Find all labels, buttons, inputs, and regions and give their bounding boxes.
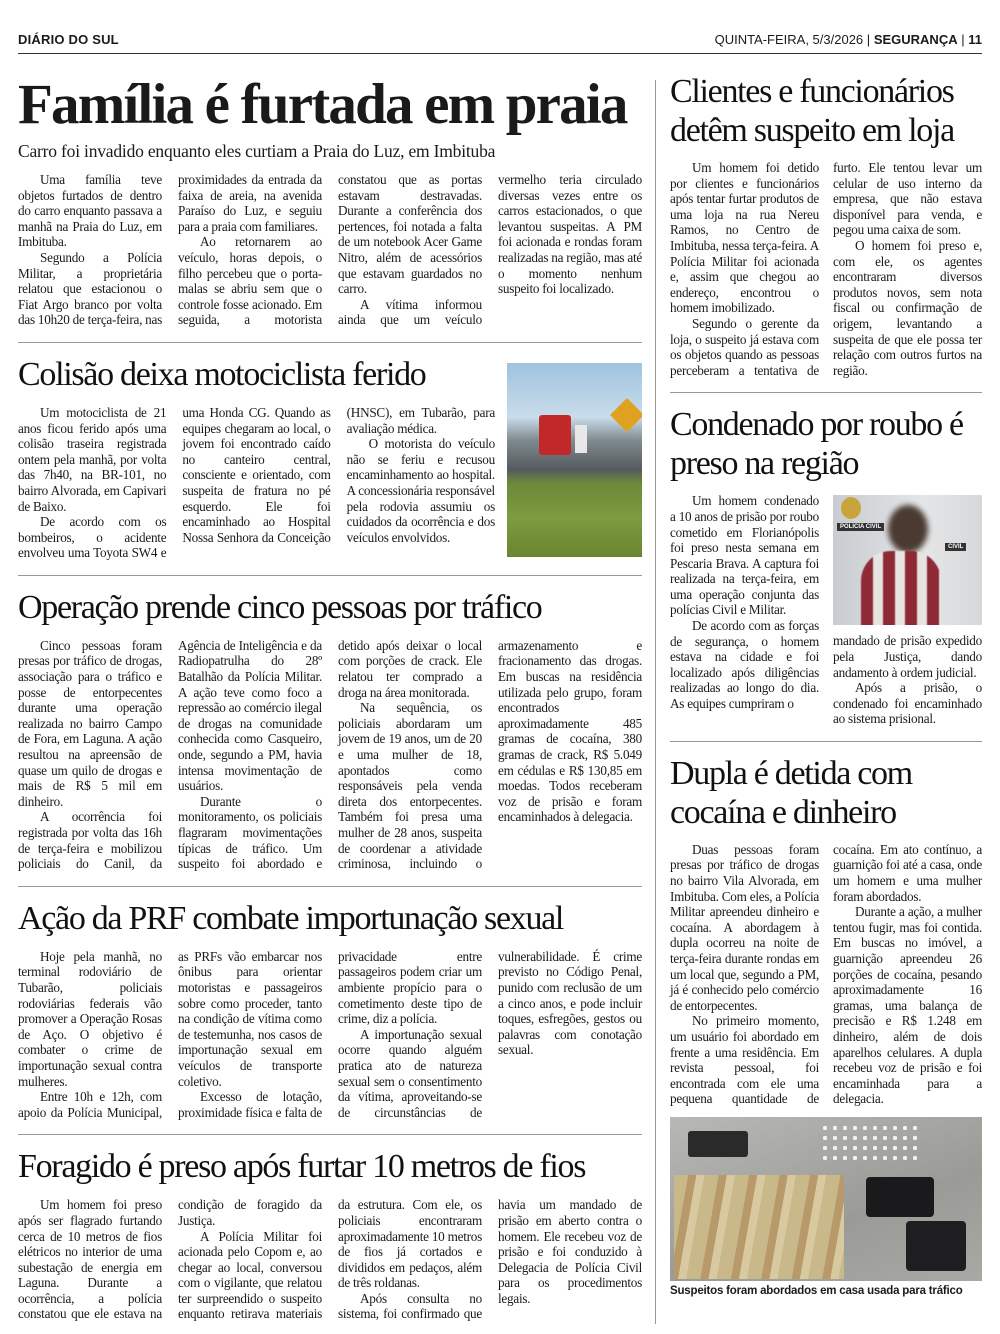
- headline-operacao: Operação prende cinco pessoas por tráfico: [18, 588, 542, 626]
- banknotes: [674, 1175, 844, 1279]
- photo-sign: CIVIL: [945, 543, 966, 551]
- paragraph: De acordo com os bombeiros, o acidente envolveu uma Toyota SW4 e uma Honda CG. Quando as equipes chegaram ao local, o jovem foi encontrado caído no canteiro central, consciente e orientado, com suspeita de fratura no pé esquerdo. Ele foi encaminhado ao Hospital Nossa Senhora da Conceição (HNSC), em Tubarão, para avaliação médica.: [18, 404, 495, 561]
- paragraph: Um homem foi detido por clientes e funcionários após tentar furtar produtos de uma loja na rua Nereu Ramos, no Centro de Imbituba, nessa terça-feira. A Polícia Militar foi acionada e, assim que chegou ao endereço, encontrou o homem imobilizado.: [670, 160, 819, 316]
- striped-shirt: [861, 551, 941, 625]
- paragraph: O homem foi preso e, com ele, os agentes encontraram diversos produtos novos, sem nota fiscal ou confirmação de origem, levantando a suspeita de que ele possa ter relação com outros furtos na região.: [833, 237, 982, 378]
- paragraph: No primeiro momento, um usuário foi abordado em frente a uma residência. Em revista pessoal, foi encontrada com ele uma pequena quantidade de cocaína. Em ato contínuo, a guarnição foi até a casa, onde um homem e uma mulher foram abordados.: [670, 841, 982, 1107]
- photo-sign: POLICIA CIVIL: [837, 523, 884, 531]
- ambulance-shape: [539, 415, 571, 455]
- paragraph: Um motociclista de 21 anos ficou ferido após uma colisão traseira registrada ontem pela manhã, por volta das 7h40, na BR-101, no bairro Alvorada, em Capivari de Baixo.: [18, 404, 167, 514]
- paragraph: Um homem foi preso após ser flagrado furtando cerca de 10 metros de fios elétricos no interior de uma subestação de energia em Laguna. Durante a ocorrência, a polícia constatou que ele estava na condição de foragido da Justiça.: [18, 1197, 322, 1322]
- divider: [670, 741, 982, 742]
- paragraph: Durante a ação, a mulher tentou fugir, mas foi contida. Em buscas no imóvel, a guarnição apreendeu 26 porções de cocaína, pesando aproximadamente 16 gramas, uma balança de precisão e R$ 1.248 em dinheiro, além de dois aparelhos celulares. A dupla recebeu voz de prisão e foi encaminhada para a delegacia.: [833, 904, 982, 1107]
- paragraph: Durante o monitoramento, os policiais flagraram movimentações típicas de tráfico. Um suspeito foi abordado e detido após deixar o local com porções de crack. Ele relatou ter comprado a droga na área monitorada.: [178, 637, 482, 872]
- photo-caption: Suspeitos foram abordados em casa usada para tráfico: [670, 1284, 963, 1297]
- headline-prf: Ação da PRF combate importunação sexual: [18, 899, 564, 937]
- header-info: [715, 32, 982, 47]
- article-foragido: [18, 1147, 642, 1322]
- divider: [18, 342, 642, 343]
- article-condenado: [670, 405, 982, 727]
- article-body: [18, 638, 642, 872]
- newspaper-name: DIÁRIO DO SUL: [18, 32, 119, 47]
- page-header: [18, 30, 982, 52]
- paragraph: Uma família teve objetos furtados de dentro do carro enquanto passava a manhã na Praia do Luz, em Imbituba.: [18, 172, 162, 250]
- paragraph: Após consulta no sistema, foi confirmado que havia um mandado de prisão em aberto contra o homem. Ele recebeu voz de prisão e foi conduzido à Delegacia de Polícia Civil para os procedimentos legais.: [338, 1197, 642, 1322]
- main-headline: Família é furtada em praia: [18, 73, 627, 136]
- vehicle-shape: [575, 425, 587, 453]
- article-body: [18, 1197, 642, 1322]
- paragraph: Um homem condenado a 10 anos de prisão por roubo cometido em Florianópolis foi preso nesta semana em Pescaria Brava. A captura foi realizada na terça-feira, em uma operação conjunta das polícias Civil e Militar.: [670, 493, 819, 618]
- paragraph: Cinco pessoas foram presas por tráfico de drogas, associação para o tráfico e posse de entorpecentes durante uma operação realizada no bairro Campo de Fora, em Laguna. A ação resultou na apreensão de quase um quilo de drogas e mais de R$ 5 mil em dinheiro.: [18, 637, 162, 809]
- suspect-photo: [833, 495, 982, 625]
- paragraph: A ocorrência foi registrada por volta das 16h de terça-feira e mobilizou policiais do Canil, da Agência de Inteligência e da Radiopatrulha do 28º Batalhão da Polícia Militar. A ação teve como foco a repressão ao comércio ilegal de drogas na comunidade conhecida como Casqueiro, onde, segundo a PM, havia intensa movimentação de usuários.: [18, 637, 322, 872]
- paragraph: A importunação sexual ocorre quando alguém pratica ato de natureza sexual sem o consentimento da vítima, aproveitando-se de circunstâncias de vulnerabilidade. É crime previsto no Código Penal, punido com reclusão de um a cinco anos, e pode incluir toques, esfregões, gestos ou palavras com conotação sexual.: [338, 948, 642, 1120]
- headline-clientes: Clientes e funcionários detêm suspeito em loja: [670, 73, 954, 149]
- article-familia: [18, 74, 642, 328]
- paragraph: O motorista do veículo não se feriu e recusou encaminhamento ao hospital. A concessionária responsável pela rodovia assumiu os cuidados da ocorrência e dos veículos envolvidos.: [346, 436, 495, 545]
- separator: |: [961, 32, 965, 47]
- scale-shape: [688, 1131, 748, 1157]
- article-clientes: [670, 72, 982, 378]
- road-sign-shape: [610, 398, 642, 432]
- paragraph: Excesso de lotação, proximidade física e falta de privacidade entre passageiros podem criar um ambiente propício para o cometimento deste tipo de crime, diz a polícia.: [178, 948, 482, 1120]
- header-date: QUINTA-FEIRA, 5/3/2026: [714, 32, 864, 47]
- phone-shape: [906, 1221, 966, 1271]
- right-column: [670, 62, 982, 1297]
- main-subtitle: Carro foi invadido enquanto eles curtiam a Praia do Luz, em Imbituba: [18, 141, 496, 161]
- article-body-col1: [670, 493, 819, 711]
- paragraph: Hoje pela manhã, no terminal rodoviário de Tubarão, policiais rodoviárias federais vão promover a Operação Rosas de Aço. O objetivo é combater o crime de importunação sexual contra mulheres.: [18, 948, 162, 1089]
- headline-condenado: Condenado por roubo é preso na região: [670, 406, 963, 483]
- seized-items-photo: [670, 1117, 982, 1281]
- paragraph: Após a prisão, o condenado foi encaminhado ao sistema prisional.: [833, 680, 982, 727]
- divider: [18, 575, 642, 576]
- column-divider: [655, 80, 656, 1324]
- paragraph: A vítima informou ainda que um veículo vermelho teria circulado diversas vezes entre os carros estacionados, o que levantou suspeitas. A PM foi acionada e rondas foram realizadas na região, mas até o momento nenhum suspeito foi localizado.: [338, 172, 642, 328]
- cocaine-portions: [820, 1123, 920, 1163]
- divider: [18, 886, 642, 887]
- article-body: [670, 842, 982, 1107]
- paragraph: mandado de prisão expedido pela Justiça, dando andamento à ordem judicial.: [833, 633, 982, 680]
- header-rule: [18, 53, 982, 54]
- paragraph: A Polícia Militar foi acionada pelo Copom e, ao chegar ao local, conversou com o vigilante, que relatou ter surpreendido o suspeito enquanto retirava materiais da estrutura. Com ele, os policiais encontraram aproximadamente 10 metros de fios já cortados e divididos em pedaços, além de três roldanas.: [178, 1197, 482, 1322]
- header-section: SEGURANÇA: [873, 32, 958, 47]
- paragraph: Duas pessoas foram presas por tráfico de drogas no bairro Vila Alvorada, em Imbituba. Com eles, a Polícia Militar apreendeu dinheiro e cocaína. A abordagem à dupla ocorreu na noite de terça-feira durante rondas em um local que, segundo a PM, já é conhecido pelo comércio de entorpecentes.: [670, 841, 819, 1013]
- article-prf: [18, 899, 642, 1121]
- headline-colisao: Colisão deixa motociclista ferido: [18, 355, 426, 393]
- blurred-head: [888, 505, 928, 553]
- headline-foragido: Foragido é preso após furtar 10 metros de fios: [18, 1148, 586, 1186]
- page-number: 11: [968, 32, 982, 47]
- article-body: [18, 949, 642, 1121]
- paragraph: Segundo a Polícia Militar, a proprietária relatou que estacionou o Fiat Argo branco por volta das 10h20 de terça-feira, nas proximidades da entrada da faixa de areia, na avenida Paraíso do Luz, e seguiu para a praia com familiares.: [18, 172, 322, 328]
- separator: |: [866, 32, 871, 47]
- headline-dupla: Dupla é detida com cocaína e dinheiro: [670, 754, 912, 831]
- article-colisao: [18, 355, 642, 561]
- left-column: [18, 62, 642, 1322]
- article-dupla: [670, 754, 982, 1297]
- divider: [670, 392, 982, 393]
- paragraph: Segundo o gerente da loja, o suspeito já estava com os objetos quando as pessoas perceberam a tentativa de furto. Ele tentou levar um celular de uso interno da empresa, que não estava disponível para venda, e pegou uma caixa de som.: [670, 160, 982, 378]
- accident-photo: [507, 363, 642, 557]
- article-body: [18, 172, 642, 328]
- paragraph: Ao retornarem ao veículo, horas depois, o filho percebeu que o porta-malas se abriu sem que o controle fosse acionado. Em seguida, a motorista constatou que as portas estavam destravadas. Durante a conferência dos pertences, foi notada a falta de um notebook Acer Game Nitro, além de acessórios que estavam guardados no carro.: [178, 172, 482, 328]
- badge-shape: [841, 497, 861, 519]
- paragraph: Na sequência, os policiais abordaram um jovem de 19 anos, um de 20 e uma mulher de 18, apontados como responsáveis pela venda direta dos entorpecentes. Também foi presa uma mulher de 28 anos, suspeita de coordenar a atividade criminosa, incluindo o armazenamento e fracionamento das drogas. Em buscas na residência utilizada pelo grupo, foram encontrados aproximadamente 485 gramas de cocaína, 380 gramas de crack, R$ 5.049 em cédulas e R$ 130,85 em moedas. Todos receberam voz de prisão e foram encaminhados à delegacia.: [338, 637, 642, 872]
- phone-shape: [866, 1177, 934, 1217]
- article-body-col2: [833, 633, 982, 727]
- article-body: [18, 405, 495, 561]
- article-operacao: [18, 588, 642, 872]
- divider: [18, 1134, 642, 1135]
- paragraph: De acordo com as forças de segurança, o homem estava na cidade e foi localizado após diligências realizadas ao longo do dia. As equipes cumpriram o: [670, 618, 819, 712]
- paragraph: Entre 10h e 12h, com apoio da Polícia Municipal, as PRFs vão embarcar nos ônibus para orientar motoristas e passageiros sobre como proceder, tanto na condição de vítima como de testemunha, nos casos de importunação sexual em veículos de transporte coletivo.: [18, 948, 322, 1120]
- article-body: [670, 160, 982, 378]
